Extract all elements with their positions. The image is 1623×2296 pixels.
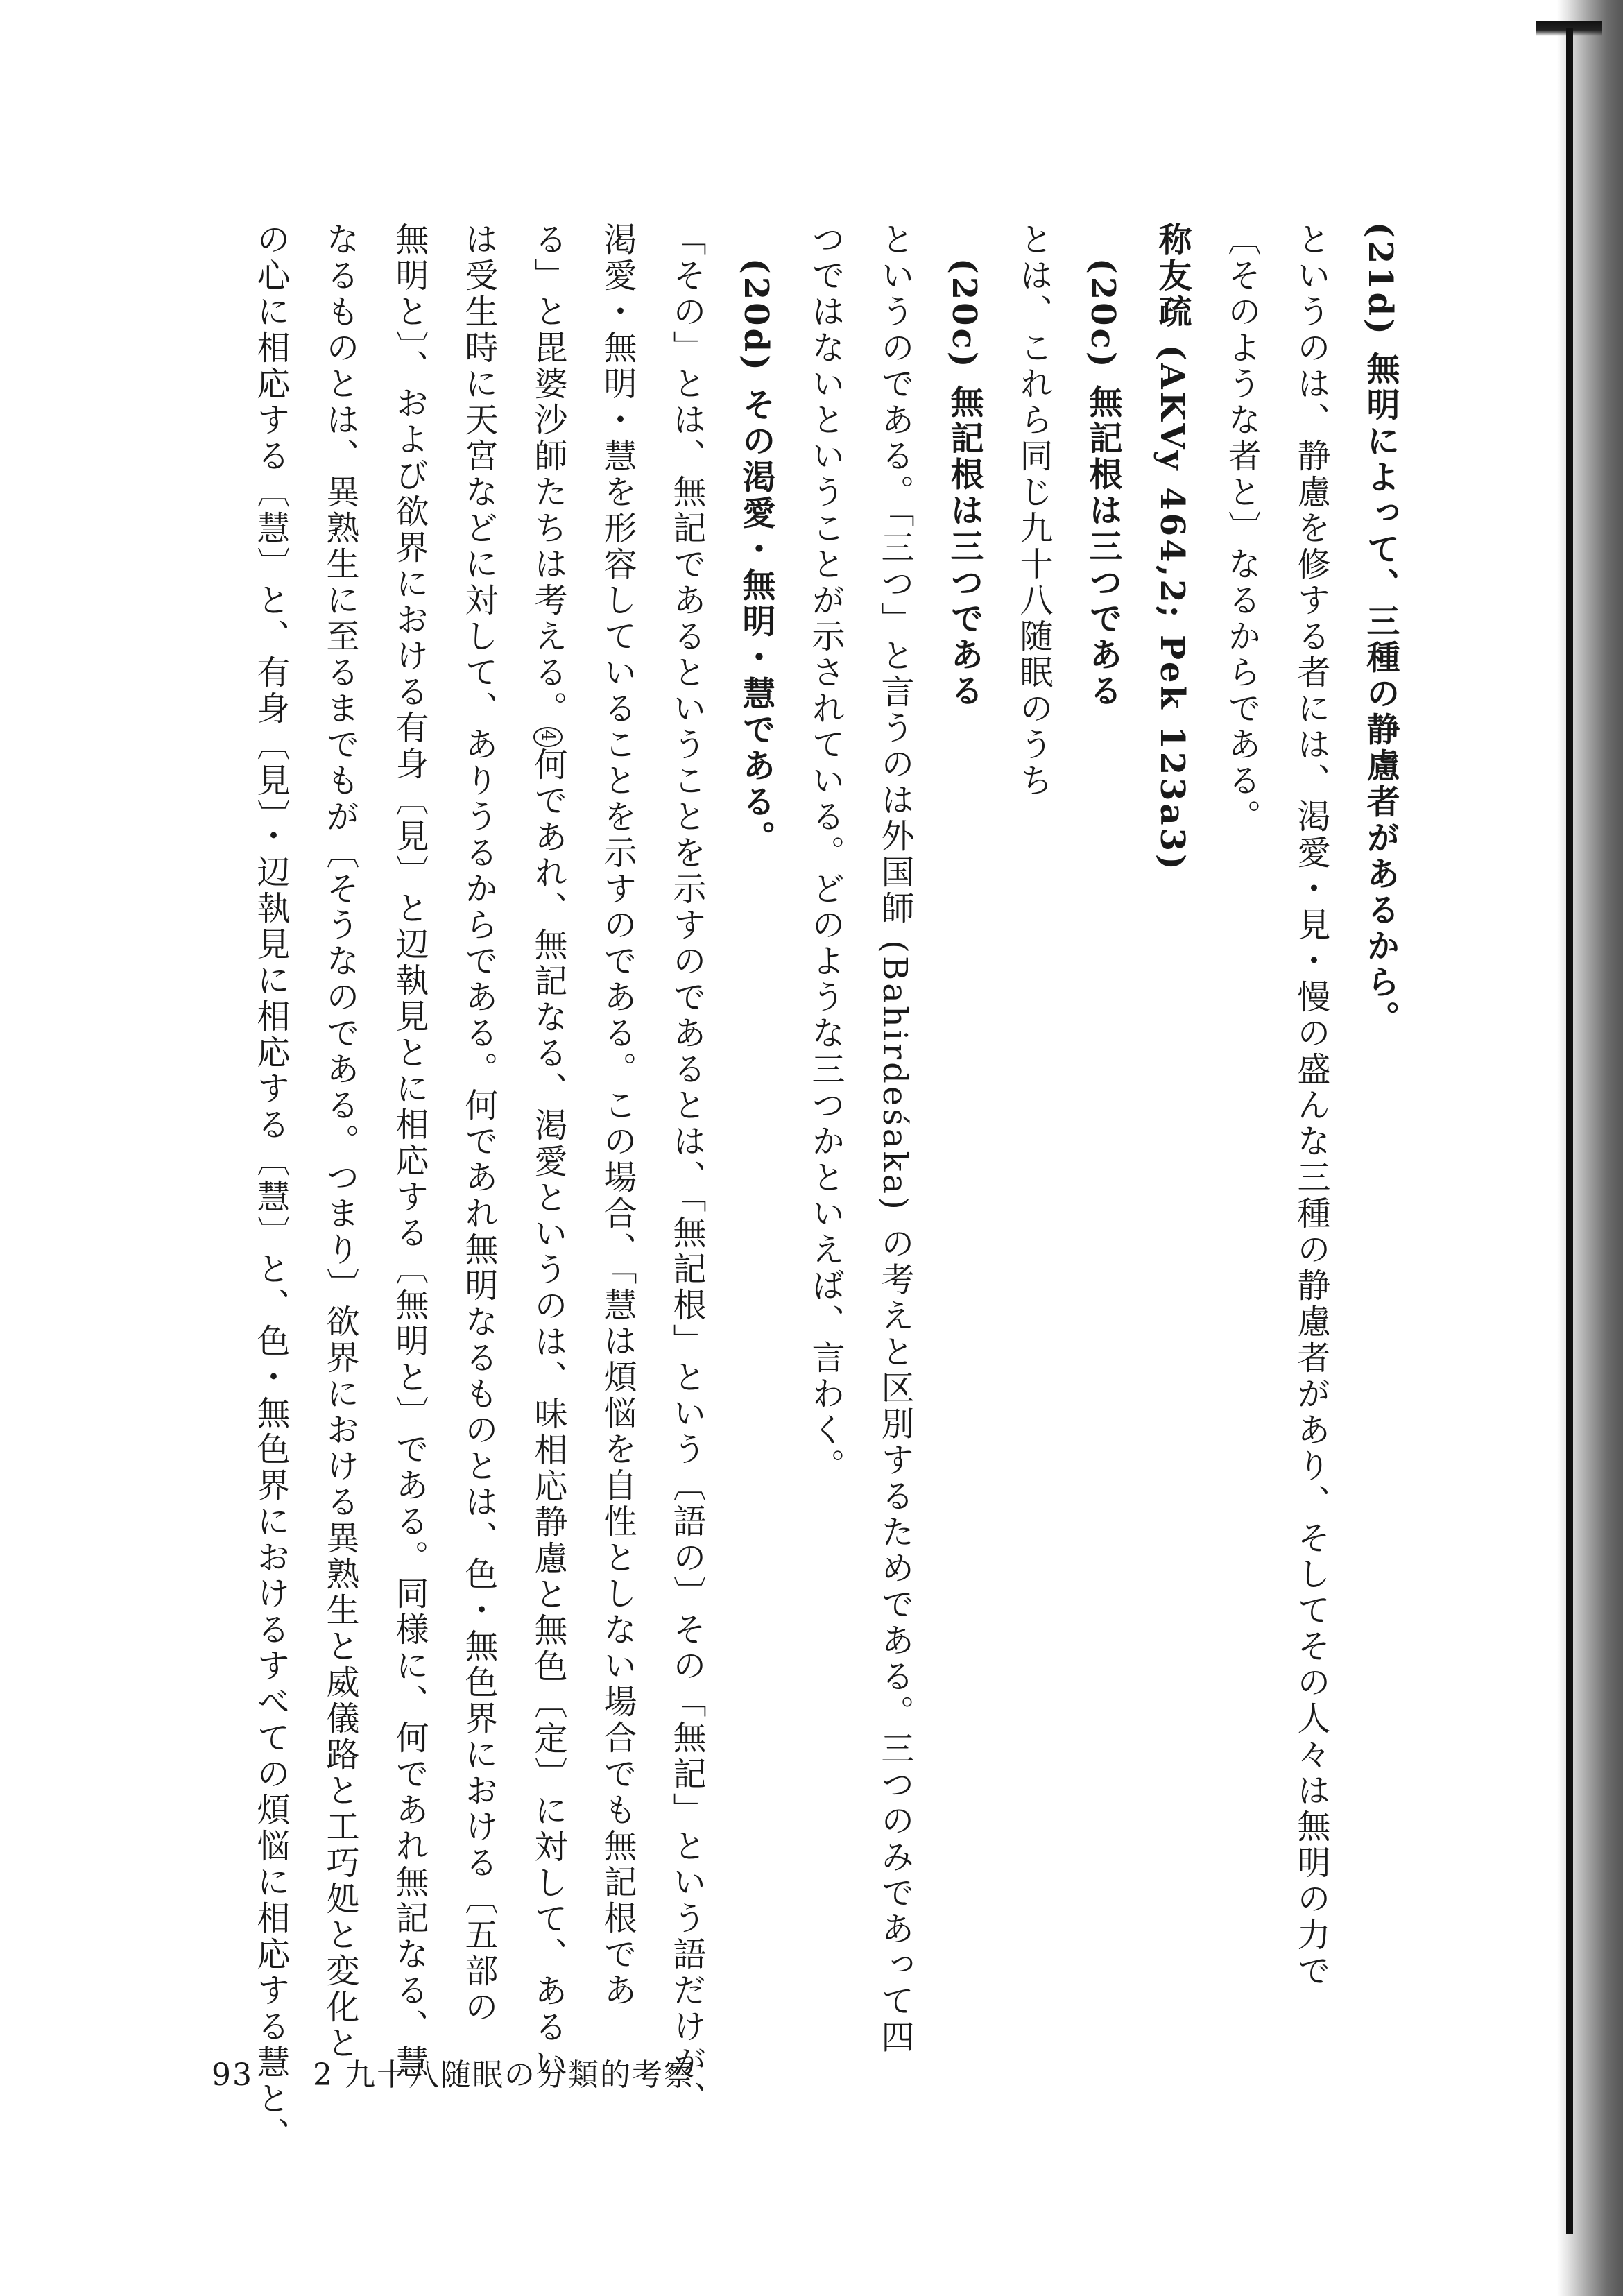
body-line-head: る」と毘婆沙師たちは考える。 — [529, 222, 567, 727]
body-line: なるものとは、異熟生に至るまでもが〔そうなのである。つまり〕欲界における異熟生と威儀路と工巧処と変化と — [320, 222, 359, 2062]
section-heading: 称友疏 (AKVy 464,2; Pek 123a3) — [1153, 222, 1192, 873]
footnote-marker: 4 — [533, 727, 563, 747]
body-line: 渇愛・無明・慧を形容していることを示すのである。この場合、「慧は煩悩を自性としない場合でも無記根であ — [598, 222, 637, 2009]
verse-21d: (21d) 無明によって、三種の静慮者があるから。 — [1361, 222, 1400, 1037]
verse-20c: (20c) 無記根は三つである — [1083, 258, 1122, 710]
running-head: 2 九十八随眠の分類的考察 — [313, 2057, 696, 2093]
body-line: 〔そのような者と〕なるからである。 — [1222, 222, 1261, 835]
verse-20c-repeat: (20c) 無記根は三つである — [945, 258, 984, 710]
body-line-with-note — [513, 222, 583, 2082]
running-footer — [212, 2050, 696, 2094]
body-line-tail: 何であれ、無記なる、渇愛というのは、味相応静慮と無色〔定〕に対して、あるい — [529, 746, 567, 2082]
body-line: の心に相応する〔慧〕と、有身〔見〕・辺執見に相応する〔慧〕と、色・無色界におけるすべての煩悩に相応する慧と、 — [251, 222, 290, 2153]
body-line: は受生時に天宮などに対して、ありうるからである。何であれ無明なるものとは、色・無色界における〔五部の — [459, 222, 498, 2025]
body-line: 「その」とは、無記であるということを示すのであるとは、「無記根」という〔語の〕その「無記」という語だけが、 — [667, 222, 706, 2117]
body-line: というのは、静慮を修する者には、渇愛・見・慢の盛んな三種の静慮者があり、そしてその人々は無明の力で — [1291, 222, 1330, 1989]
verse-20d: (20d) その渇愛・無明・慧である。 — [737, 258, 775, 857]
body-line: つではないということが示されている。どのような三つかといえば、言わく。 — [806, 222, 845, 1484]
binding-edge — [1566, 28, 1573, 2234]
body-line: とは、これら同じ九十八随眠のうち — [1014, 222, 1053, 799]
body-line: 無明と〕、および欲界における有身〔見〕と辺執見とに相応する〔無明と〕である。同様に、何であれ無記なる、慧 — [390, 222, 429, 2081]
page-number: 93 — [212, 2057, 253, 2093]
body-line: というのである。「三つ」と言うのは外国師 (Bahirdeśaka) の考えと区別するためである。三つのみであって四 — [875, 222, 914, 2056]
